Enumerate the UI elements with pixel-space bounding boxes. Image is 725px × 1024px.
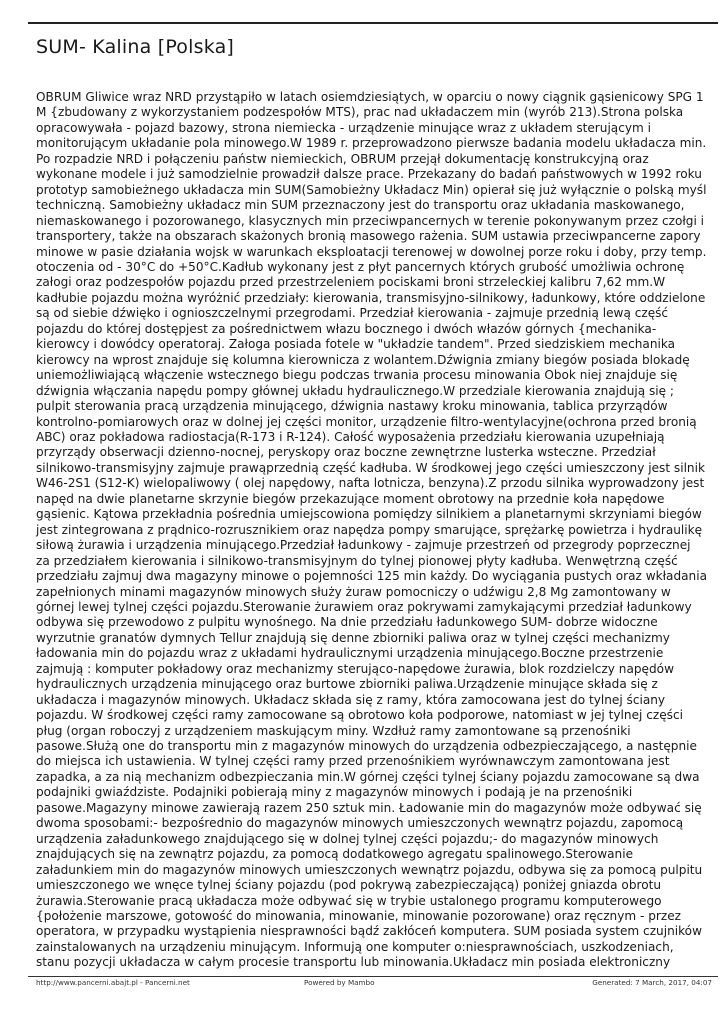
footer-source-link[interactable]: http://www.pancerni.abajt.pl - Pancerni.net (36, 978, 190, 987)
footer-divider (28, 976, 718, 977)
top-divider (28, 22, 718, 24)
footer-powered-by: Powered by Mambo (304, 978, 375, 987)
footer-generated-date: Generated: 7 March, 2017, 04:07 (592, 978, 712, 987)
page-title: SUM- Kalina [Polska] (36, 36, 235, 58)
article-body: OBRUM Gliwice wraz NRD przystąpiło w latach osiemdziesiątych, w oparciu o nowy ciągnik gąsienicowy SPG 1 M {zbudowany z wykorzystaniem podzespołów MTS), prac nad układaczem min (wyrób 213).Strona polska opracowywała - pojazd bazowy, strona niemiecka - urządzenie minujące wraz z układem sterującym i monitorującym układanie pola minowego.W 1989 r. przeprowadzono pierwsze badania modelu układacza min. Po rozpadzie NRD i połączeniu państw niemieckich, OBRUM przejął dokumentację konstrukcyjną oraz wykonane modele i już samodzielnie prowadził dalsze prace. Przekazany do badań państwowych w 1992 roku prototyp samobieżnego układacza min SUM(Samobieżny Układacz Min) opierał się już wyłącznie o polską myśl techniczną. Samobieżny układacz min SUM przeznaczony jest do transportu oraz układania maskowanego, niemaskowanego i pozorowanego, klasycznych min przeciwpancernych w terenie pokonywanym przez czołgi i transportery, także na obszarach skażonych bronią masowego rażenia. SUM ustawia przeciwpancerne zapory minowe w pasie działania wojsk w warunkach eksploatacji terenowej w dowolnej porze roku i doby, przy temp. otoczenia od - 30°C do +50°C.Kadłub wykonany jest z płyt pancernych których grubość umożliwia ochronę załogi oraz podzespołów pojazdu przed przestrzeleniem pociskami broni strzeleckiej kalibru 7,62 mm.W kadłubie pojazdu można wyróżnić przedziały: kierowania, transmisyjno-silnikowy, ładunkowy, które oddzielone są od siebie dźwięko i ognioszczelnymi przegrodami. Przedział kierowania - zajmuje przednią lewą część pojazdu do której dostępjest za pośrednictwem włazu bocznego i dwóch włazów górnych {mechanika-kierowcy i dowódcy operatoraj. Załoga posiada fotele w "układzie tandem". Przed siedziskiem mechanika kierowcy na wprost znajduje się kolumna kierownicza z wolantem.Dźwignia zmiany biegów posiada blokadę uniemożliwiającą włączenie wstecznego biegu podczas trwania procesu minowania Obok niej znajduje się dźwignia włączania napędu pompy głównej układu hydraulicznego.W przedziale kierowania znajdują się ; pulpit sterowania pracą urządzenia minującego, dźwignia nastawy kroku minowania, tablica przyrządów kontrolno-pomiarowych oraz w dolnej jej części monitor, urządzenie filtro-wentylacyjne(ochrona przed bronią ABC) oraz pokładowa radiostacja(R-173 i R-124). Całość wyposażenia przedziału kierowania uzupełniają przyrządy obserwacji dzienno-nocnej, peryskopy oraz boczne zewnętrzne lusterka wsteczne. Przedział silnikowo-transmisyjny zajmuje prawąprzednią część kadłuba. W środkowej jego części umieszczony jest silnik W46-2S1 (S12-K) wielopaliwowy ( olej napędowy, nafta lotnicza, benzyna).Z przodu silnika wyprowadzony jest napęd na dwie planetarne skrzynie biegów przekazujące moment obrotowy na przednie koła napędowe gąsienic. Kątowa przekładnia pośrednia umiejscowiona pomiędzy silnikiem a planetarnymi skrzyniami biegów jest zintegrowana z prądnico-rozrusznikiem oraz napędza pompy smarujące, sprężarkę powietrza i hydraulikę siłową żurawia i urządzenia minującego.Przedział ładunkowy - zajmuje przestrzeń od przegrody poprzecznej za przedziałem kierowania i silnikowo-transmisyjnym do tylnej pionowej płyty kadłuba. Wenwętrzną część przedziału zajmuj dwa magazyny minowe o pojemności 125 min każdy. Do wyciągania pustych oraz wkładania zapełnionych minami magazynów minowych służy żuraw pomocniczy o udźwigu 2,8 Mg zamontowany w górnej lewej tylnej części pojazdu.Sterowanie żurawiem oraz pokrywami zamykającymi przedział ładunkowy odbywa się przewodowo z pulpitu wynośnego. Na dnie przedziału ładunkowego SUM- dobrze widoczne wyrzutnie granatów dymnych Tellur znajdują się denne zbiorniki paliwa oraz w tylnej części mechanizmy ładowania min do pojazdu wraz z układami hydraulicznymi urządzenia minującego.Boczne przestrzenie zajmują : komputer pokładowy oraz mechanizmy sterująco-napędowe żurawia, blok rozdzielczy napędów hydraulicznych urządzenia minującego oraz burtowe zbiorniki paliwa.Urządzenie minujące składa się z układacza i magazynów minowych. Układacz składa się z ramy, która zamocowana jest do tylnej ściany pojazdu. W środkowej części ramy zamocowane są obrotowo koła podporowe, natomiast w jej tylnej części pług (organ roboczyj z urządzeniem maskującym miny. Wzdłuż ramy zamontowane są przenośniki pasowe.Służą one do transportu min z magazynów minowych do urządzenia odbezpieczającego, a następnie do miejsca ich ustawienia. W tylnej części ramy przed przenośnikiem wyrównawczym zamontowana jest zapadka, a za nią mechanizm odbezpieczania min.W górnej części tylnej ściany pojazdu zamocowane są dwa podajniki gwiaździste. Podajniki pobierają miny z magazynów minowych i podają je na przenośniki pasowe.Magazyny minowe zawierają razem 250 sztuk min. Ładowanie min do magazynów może odbywać się dwoma sposobami:- bezpośrednio do magazynów minowych umieszczonych wewnątrz pojazdu, zapomocą urządzenia załadunkowego znajdującego się w dolnej tylnej części pojazdu;- do magazynów minowych znajdujących się na zewnątrz pojazdu, za pomocą dodatkowego agregatu spalinowego.Sterowanie załadunkiem min do magazynów minowych umieszczonych wewnątrz pojazdu, odbywa się za pomocą pulpitu umieszczonego we wnęce tylnej ściany pojazdu (pod pokrywą zabezpieczającą) poniżej gniazda obrotu żurawia.Sterowanie pracą układacza może odbywać się w trybie ustalonego programu komputerowego {położenie marszowe, gotowość do minowania, minowanie, minowanie pozorowane) oraz ręcznym - przez operatora, w przypadku wystąpienia niesprawności bądź zakłóceń komputera. SUM posiada system czujników zainstalowanych na urządzeniu minującym. Informują one komputer o:niesprawnościach, uszkodzeniach, stanu pozycji układacza w całym procesie transportu lub minowania.Układacz min posiada elektroniczny (36, 90, 707, 970)
page-footer (36, 978, 712, 990)
